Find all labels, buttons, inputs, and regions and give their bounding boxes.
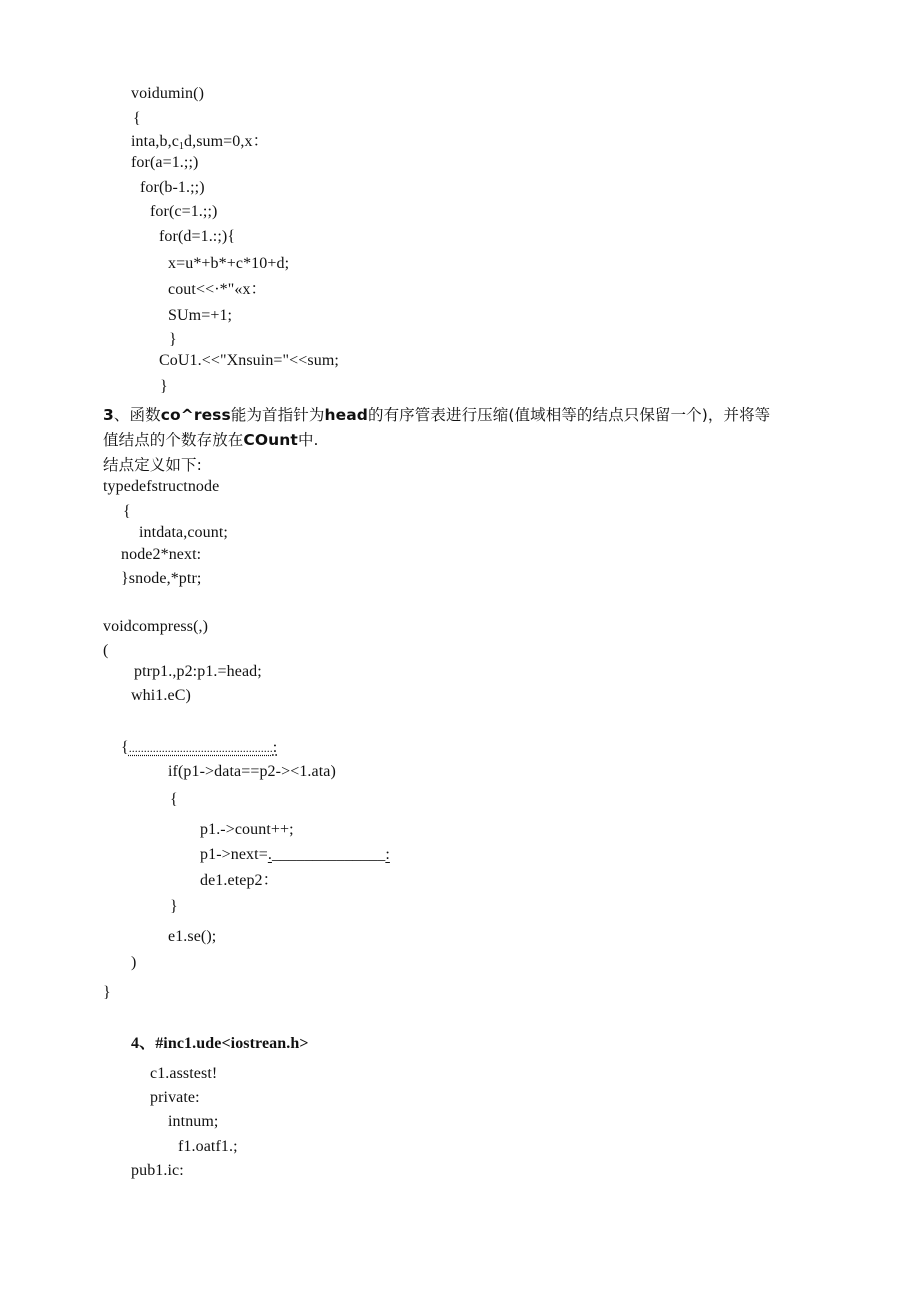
- code-line: cout<<·*"«x：: [168, 281, 267, 298]
- code-line: e1.se();: [168, 928, 217, 945]
- fill-blank: .: [267, 846, 272, 863]
- code-line: }snode,*ptr;: [121, 570, 202, 587]
- question-text: 值结点的个数存放在: [103, 431, 244, 449]
- code-line: f1.oatf1.;: [178, 1138, 238, 1155]
- code-line: c1.asstest!: [150, 1065, 218, 1082]
- question-text: 、函数: [113, 406, 161, 424]
- code-line: x=u*+b*+c*10+d;: [168, 255, 290, 272]
- code-line: if(p1->data==p2-><1.ata): [168, 763, 336, 780]
- code-line: pub1.ic:: [131, 1162, 184, 1179]
- fill-blank-end: :: [385, 846, 390, 863]
- question-4-header: 4、#inc1.ude<iostrean.h>: [131, 1035, 309, 1052]
- code-line: {: [170, 791, 178, 808]
- code-line: CoU1.<<"Xnsuin="<<sum;: [159, 352, 339, 369]
- code-line: typedefstructnode: [103, 478, 220, 495]
- code-text: {: [121, 739, 129, 756]
- code-line: {: [133, 110, 141, 127]
- code-line: for(c=1.;;): [150, 203, 218, 220]
- code-text: d,sum=0,x：: [184, 133, 269, 150]
- code-line: ptrp1.,p2:p1.=head;: [134, 663, 262, 680]
- code-line: ): [131, 954, 137, 971]
- code-subscript: 1: [178, 141, 185, 152]
- code-text: inta,b,c: [131, 133, 179, 150]
- code-line: private:: [150, 1089, 200, 1106]
- code-line: intnum;: [168, 1113, 219, 1130]
- variable-name: COunt: [243, 431, 298, 449]
- question-text: 的有序管表进行压缩(值域相等的结点只保留一个)，并将等: [367, 406, 771, 424]
- function-name: co^ress: [160, 406, 231, 424]
- code-line: }: [170, 898, 178, 915]
- code-line: }: [160, 378, 168, 395]
- question-3-line-3: 结点定义如下:: [103, 456, 202, 474]
- pointer-name: head: [324, 406, 368, 424]
- code-line: intdata,count;: [139, 524, 228, 541]
- fill-blank: ______________: [271, 846, 386, 863]
- code-line: de1.etep2：: [200, 872, 279, 889]
- code-line: {: [123, 503, 131, 520]
- code-line: whi1.eC): [131, 687, 191, 704]
- code-line: [121, 738, 277, 758]
- code-line: [200, 845, 390, 865]
- question-number: 3: [103, 406, 114, 424]
- question-3-line-1: [103, 405, 770, 425]
- code-line: voidcompress(,): [103, 618, 209, 635]
- code-text: p1->next=: [200, 846, 268, 863]
- code-line: (: [103, 642, 109, 659]
- fill-blank: ................................................: [128, 741, 273, 755]
- fill-blank-end: :: [272, 739, 278, 756]
- code-line: for(a=1.;;): [131, 154, 199, 171]
- code-line: voidumin(): [131, 85, 204, 102]
- code-line: SUm=+1;: [168, 307, 233, 324]
- code-line: for(b-1.;;): [140, 179, 205, 196]
- code-line: }: [103, 984, 111, 1001]
- code-line: p1.->count++;: [200, 821, 294, 838]
- question-3-line-2: [103, 430, 319, 450]
- question-text: 能为首指针为: [230, 406, 325, 424]
- code-line: }: [169, 331, 177, 348]
- code-line: for(d=1.:;){: [159, 228, 236, 245]
- code-line: node2*next:: [121, 546, 202, 563]
- question-text: 中.: [297, 431, 319, 449]
